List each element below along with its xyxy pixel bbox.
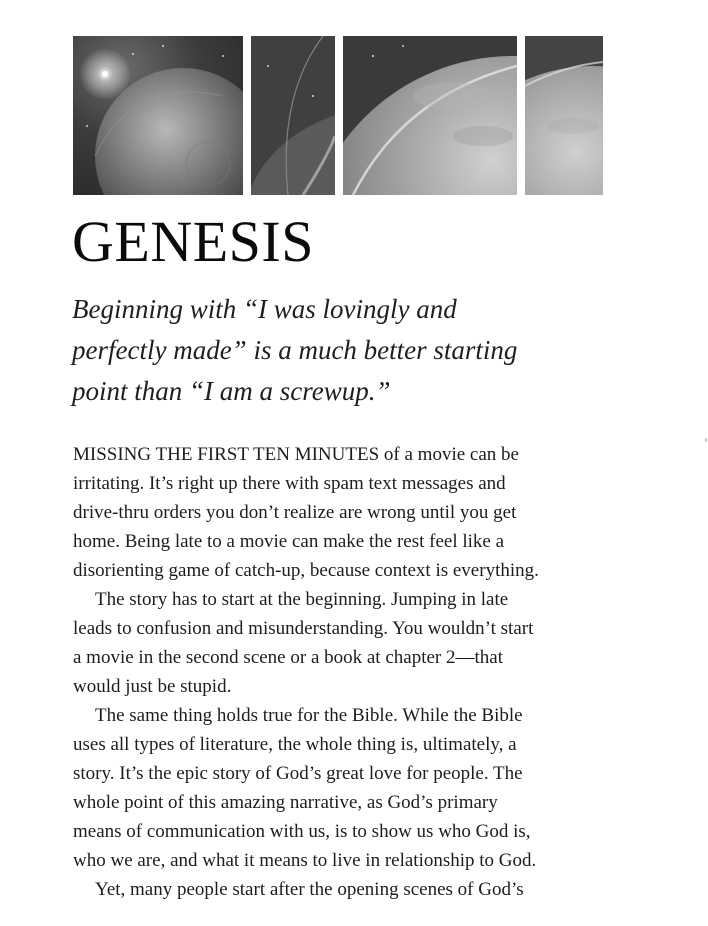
lead-in-small-caps: MISSING THE FIRST TEN MINUTES [73, 444, 380, 465]
paragraph-line: means of communication with us, is to show us who God is, [73, 821, 531, 842]
epigraph-line: Beginning with “I was lovingly and [72, 294, 457, 324]
paragraph-line: story. It’s the epic story of God’s great love for people. The [73, 763, 523, 784]
paragraph-line: who we are, and what it means to live in relationship to God. [73, 850, 537, 871]
paragraph-line [73, 440, 613, 469]
paragraph-line: irritating. It’s right up there with spam text messages and [73, 473, 506, 494]
epigraph-line: point than “I am a screwup.” [72, 376, 391, 406]
paragraph-line: The same thing holds true for the Bible. While the Bible [95, 705, 523, 726]
paragraph-line: would just be stupid. [73, 676, 232, 697]
paragraph-line: uses all types of literature, the whole thing is, ultimately, a [73, 734, 517, 755]
paragraph-line: drive-thru orders you don’t realize are wrong until you get [73, 502, 517, 523]
paragraph-line: whole point of this amazing narrative, as God’s primary [73, 792, 498, 813]
paragraph [73, 440, 613, 585]
paragraph-line: Yet, many people start after the opening scenes of God’s [95, 879, 524, 900]
paragraph [73, 585, 613, 701]
paragraph-line: The story has to start at the beginning. Jumping in late [95, 589, 509, 610]
body-text [73, 440, 613, 904]
chapter-title: GENESIS [72, 209, 314, 274]
paragraph-line: leads to confusion and misunderstanding. You wouldn’t start [73, 618, 534, 639]
header-image-strip [73, 36, 603, 195]
epigraph [72, 289, 632, 412]
space-planet-image [73, 36, 603, 195]
page-edge-mark [705, 438, 707, 442]
epigraph-line: perfectly made” is a much better starting [72, 335, 518, 365]
paragraph-line: home. Being late to a movie can make the rest feel like a [73, 531, 505, 552]
paragraph-line: disorienting game of catch-up, because context is everything. [73, 560, 539, 581]
paragraph [73, 875, 613, 904]
line-text: of a movie can be [379, 444, 519, 465]
paragraph-line: a movie in the second scene or a book at chapter 2—that [73, 647, 503, 668]
paragraph [73, 701, 613, 875]
